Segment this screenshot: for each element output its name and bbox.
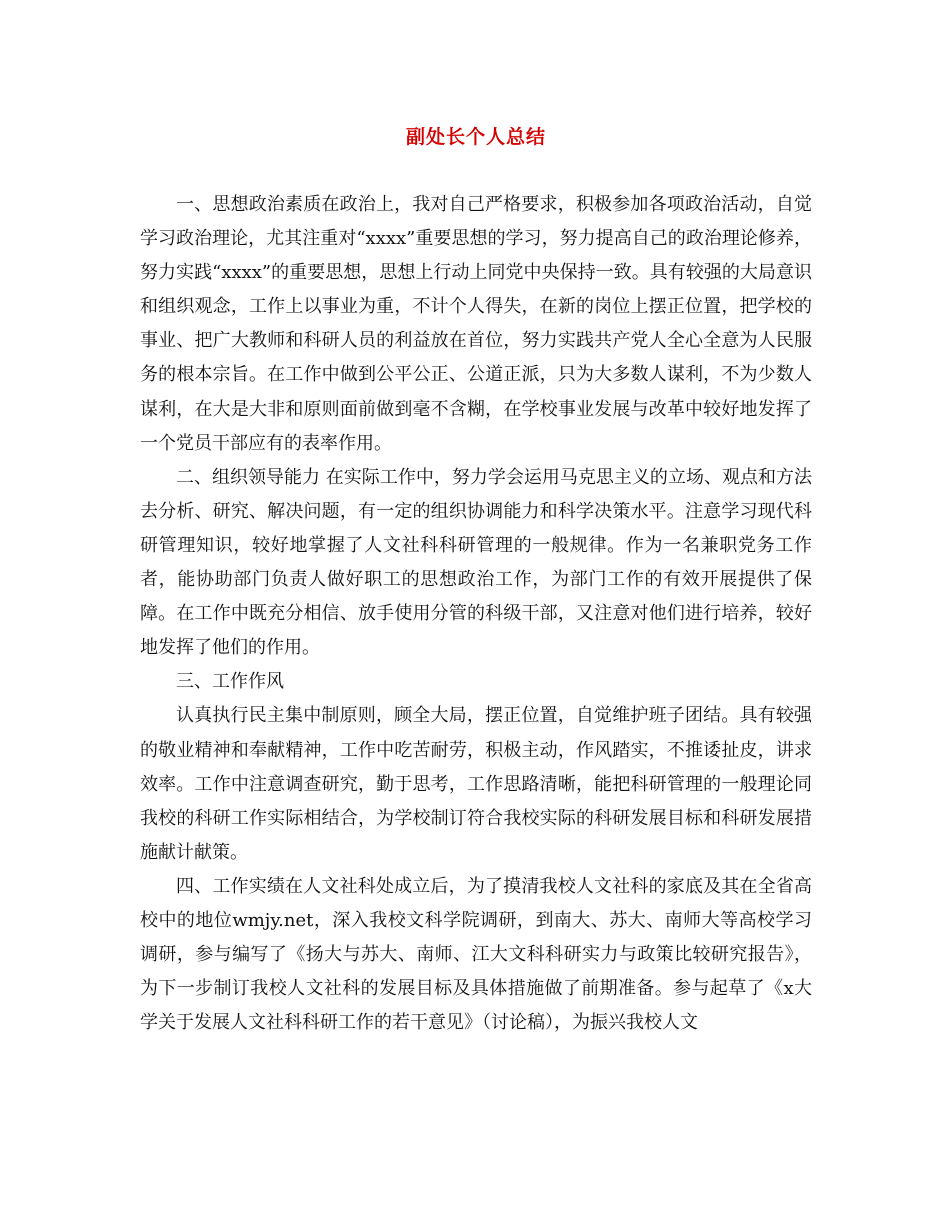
document-body <box>140 188 812 1040</box>
paragraph-political-quality: 一、思想政治素质在政治上，我对自己严格要求，积极参加各项政治活动，自觉学习政治理论，尤其注重对“xxxx”重要思想的学习，努力提高自己的政治理论修养，努力实践“xxxx”的重要思想，思想上行动上同党中央保持一致。具有较强的大局意识和组织观念，工作上以事业为重，不计个人得失，在新的岗位上摆正位置，把学校的事业、把广大教师和科研人员的利益放在首位，努力实践共产党人全心全意为人民服务的根本宗旨。在工作中做到公平公正、公道正派，只为大多数人谋利，不为少数人谋利，在大是大非和原则面前做到毫不含糊，在学校事业发展与改革中较好地发挥了一个党员干部应有的表率作用。 <box>140 194 812 454</box>
paragraph-achievements: 四、工作实绩在人文社科处成立后，为了摸清我校人文社科的家底及其在全省高校中的地位wmjy.net，深入我校文科学院调研，到南大、苏大、南师大等高校学习调研，参与编写了《扬大与苏大、南师、江大文科科研实力与政策比较研究报告》，为下一步制订我校人文社科的发展目标及具体措施做了前期准备。参与起草了《x大学关于发展人文社科科研工作的若干意见》（讨论稿），为振兴我校人文 <box>140 875 812 1034</box>
paragraph-work-style: 认真执行民主集中制原则，顾全大局，摆正位置，自觉维护班子团结。具有较强的敬业精神和奉献精神，工作中吃苦耐劳，积极主动，作风踏实，不推诿扯皮，讲求效率。工作中注意调查研究，勤于思考，工作思路清晰，能把科研管理的一般理论同我校的科研工作实际相结合，为学校制订符合我校实际的科研发展目标和科研发展措施献计献策。 <box>140 705 812 863</box>
paragraph-leadership: 二、组织领导能力 在实际工作中，努力学会运用马克思主义的立场、观点和方法去分析、研究、解决问题，有一定的组织协调能力和科学决策水平。注意学习现代科研管理知识，较好地掌握了人文社科科研管理的一般规律。作为一名兼职党务工作者，能协助部门负责人做好职工的思想政治工作，为部门工作的有效开展提供了保障。在工作中既充分相信、放手使用分管的科级干部，又注意对他们进行培养，较好地发挥了他们的作用。 <box>140 466 812 659</box>
document-page <box>140 0 812 1230</box>
paragraph-heading-work-style: 三、工作作风 <box>176 671 284 693</box>
document-title: 副处长个人总结 <box>405 126 546 148</box>
